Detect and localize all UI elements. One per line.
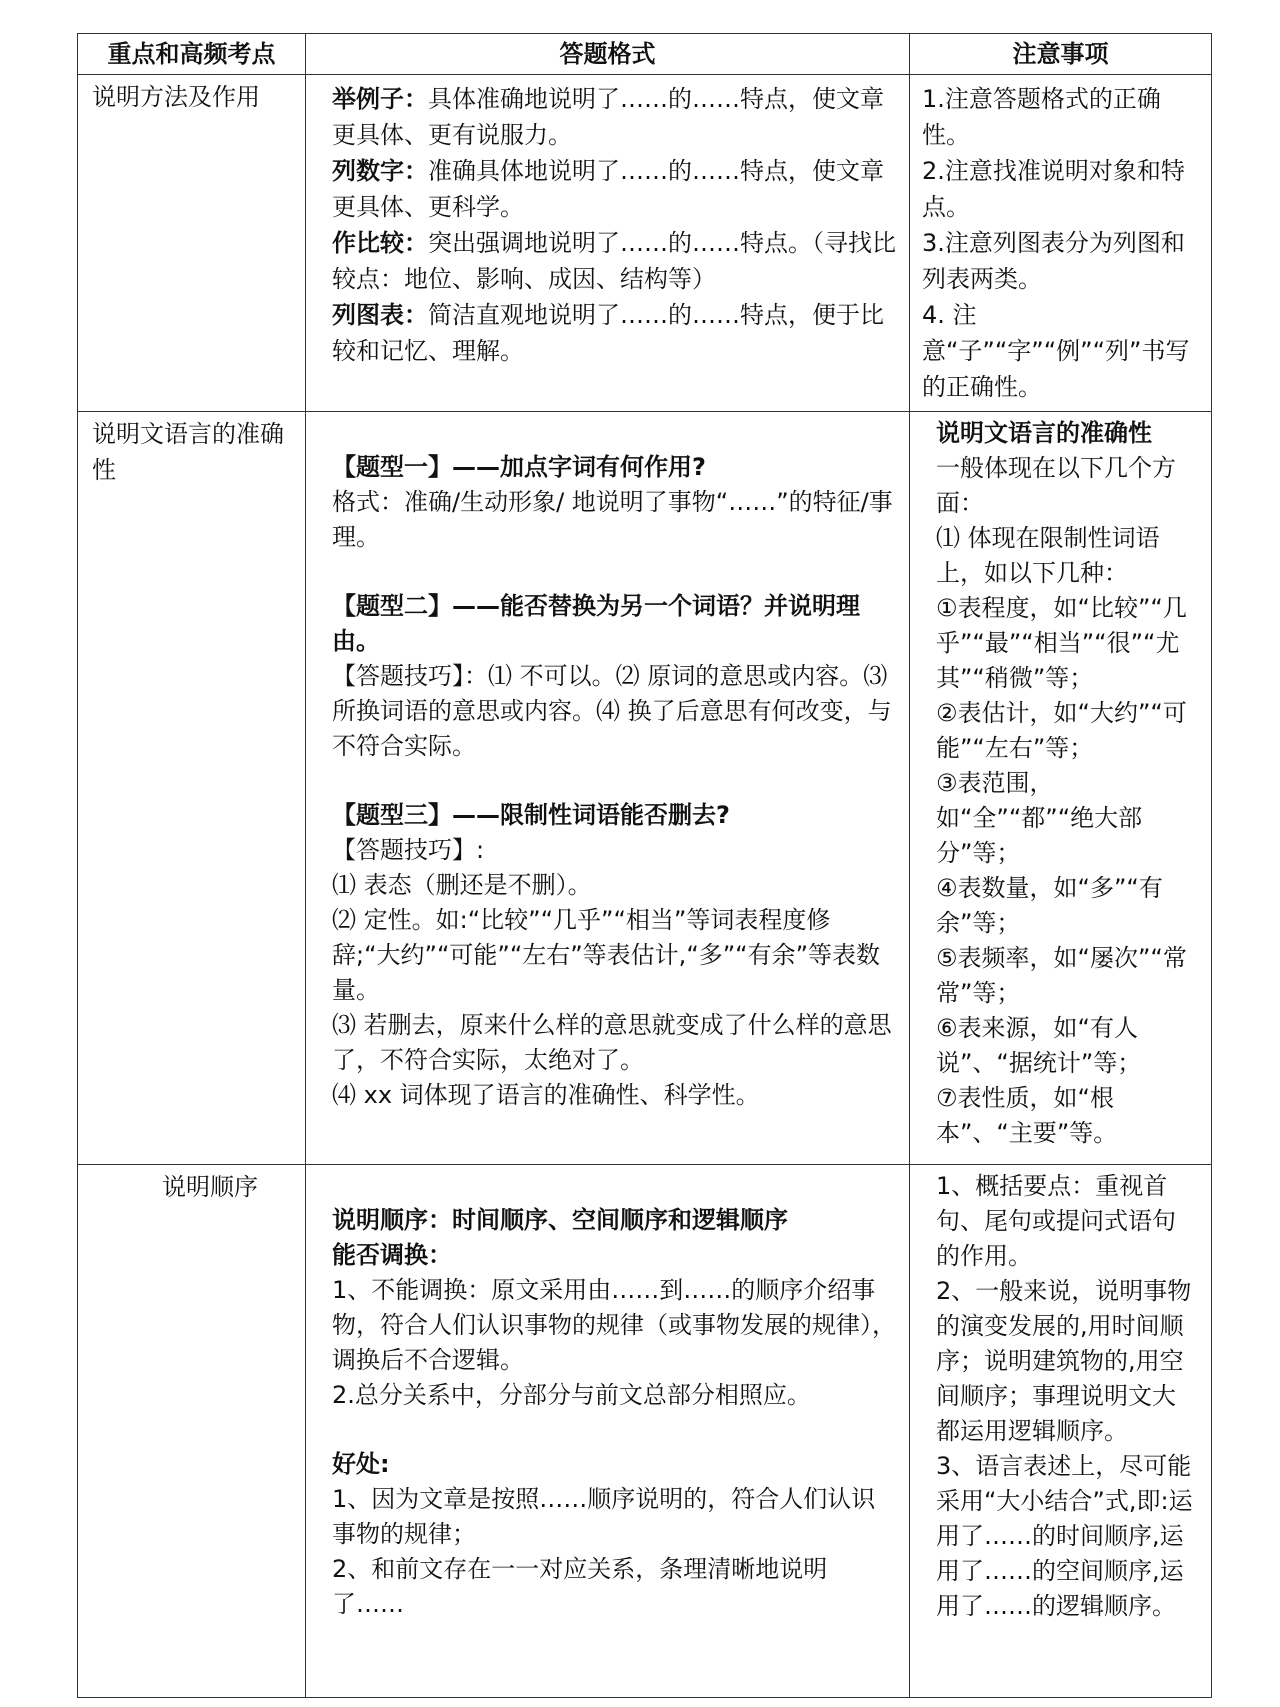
- note-item: 2.注意找准说明对象和特点。: [922, 157, 1185, 221]
- note-item: ④表数量，如“多”“有余”等；: [936, 874, 1163, 937]
- swap-line: 1、不能调换：原文采用由……到……的顺序介绍事物，符合人们认识事物的规律（或事物发展的规律），调换后不合逻辑。: [332, 1276, 896, 1374]
- notes-cell: [910, 75, 1212, 412]
- type1-body: 格式：准确/生动形象/ 地说明了事物“……”的特征/事理。: [332, 488, 893, 551]
- type3-line: 【答题技巧】:: [332, 836, 485, 864]
- format-item: 作比较：突出强调地说明了……的……特点。（寻找比较点：地位、影响、成因、结构等）: [332, 229, 896, 293]
- header-row: [78, 34, 1212, 75]
- note-item: 一般体现在以下几个方面：: [936, 454, 1176, 517]
- topic-language: 说明文语言的准确性: [92, 420, 284, 484]
- notes-title: 说明文语言的准确性: [936, 419, 1152, 447]
- format-item: 举例子：具体准确地说明了……的……特点，使文章更具体、更有说服力。: [332, 85, 884, 149]
- type3-line: ⑶ 若删去，原来什么样的意思就变成了什么样的意思了，不符合实际，太绝对了。: [332, 1011, 892, 1074]
- notes-cell: [910, 1165, 1212, 1698]
- format-cell: [306, 1165, 910, 1698]
- type3-line: ⑷ xx 词体现了语言的准确性、科学性。: [332, 1081, 760, 1109]
- type3-line: ⑵ 定性。如:“比较”“几乎”“相当”等词表程度修辞;“大约”“可能”“左右”等表估计,“多”“有余”等表数量。: [332, 906, 881, 1004]
- benefit-line: 1、因为文章是按照……顺序说明的，符合人们认识事物的规律；: [332, 1485, 876, 1548]
- note-item: ⑴ 体现在限制性词语上，如以下几种：: [936, 524, 1160, 587]
- note-item: 3、语言表述上，尽可能采用“大小结合”式,即:运用了……的时间顺序,运用了……的空间顺序,运用了……的逻辑顺序。: [936, 1452, 1193, 1620]
- topic-order: 说明顺序: [162, 1173, 258, 1201]
- benefit-title: 好处:: [332, 1450, 390, 1478]
- topic-cell: [78, 75, 306, 412]
- notes-cell: [910, 412, 1212, 1165]
- type2-title: 【题型二】——能否替换为另一个词语？并说明理由。: [332, 592, 860, 655]
- swap-line: 2.总分关系中，分部分与前文总部分相照应。: [332, 1381, 811, 1409]
- topic-cell: [78, 1165, 306, 1698]
- format-cell: [306, 75, 910, 412]
- header-notes: 注意事项: [910, 34, 1212, 75]
- format-item: 列数字：准确具体地说明了……的……特点，使文章更具体、更科学。: [332, 157, 884, 221]
- type1-title: 【题型一】——加点字词有何作用?: [332, 453, 706, 481]
- topic-cell: [78, 412, 306, 1165]
- swap-heading: 能否调换：: [332, 1241, 452, 1269]
- type3-line: ⑴ 表态（删还是不删）。: [332, 871, 592, 899]
- knowledge-table: [77, 33, 1212, 1698]
- note-item: 2、一般来说，说明事物的演变发展的,用时间顺序；说明建筑物的,用空间顺序；事理说明文大都运用逻辑顺序。: [936, 1277, 1192, 1445]
- table-row: [78, 412, 1212, 1165]
- note-item: 3.注意列图表分为列图和列表两类。: [922, 229, 1185, 293]
- type3-title: 【题型三】——限制性词语能否删去?: [332, 801, 730, 829]
- note-item: ⑥表来源，如“有人说”、“据统计”等；: [936, 1014, 1142, 1077]
- note-item: ⑤表频率，如“屡次”“常常”等；: [936, 944, 1187, 1007]
- order-heading: 说明顺序：时间顺序、空间顺序和逻辑顺序: [332, 1206, 788, 1234]
- note-item: 1、概括要点：重视首句、尾句或提问式语句的作用。: [936, 1172, 1176, 1270]
- format-cell: [306, 412, 910, 1165]
- note-item: 4. 注意“子”“字”“例”“列”书写的正确性。: [922, 301, 1190, 401]
- header-topic: 重点和高频考点: [78, 34, 306, 75]
- format-item: 列图表：简洁直观地说明了……的……特点，便于比较和记忆、理解。: [332, 301, 884, 365]
- table-row: [78, 75, 1212, 412]
- type2-body: 【答题技巧】：⑴ 不可以。⑵ 原词的意思或内容。⑶ 所换词语的意思或内容。⑷ 换了后意思有何改变，与不符合实际。: [332, 662, 892, 760]
- header-format: 答题格式: [306, 34, 910, 75]
- note-item: ⑦表性质，如“根本”、“主要”等。: [936, 1084, 1118, 1147]
- benefit-line: 2、和前文存在一一对应关系，条理清晰地说明了……: [332, 1555, 828, 1618]
- table-row: [78, 1165, 1212, 1698]
- topic-methods: 说明方法及作用: [92, 83, 260, 111]
- note-item: ③表范围，如“全”“都”“绝大部分”等；: [936, 769, 1143, 867]
- note-item: ②表估计，如“大约”“可能”“左右”等；: [936, 699, 1187, 762]
- note-item: 1.注意答题格式的正确性。: [922, 85, 1161, 149]
- note-item: ①表程度，如“比较”“几乎”“最”“相当”“很”“尤其”“稍微”等；: [936, 594, 1187, 692]
